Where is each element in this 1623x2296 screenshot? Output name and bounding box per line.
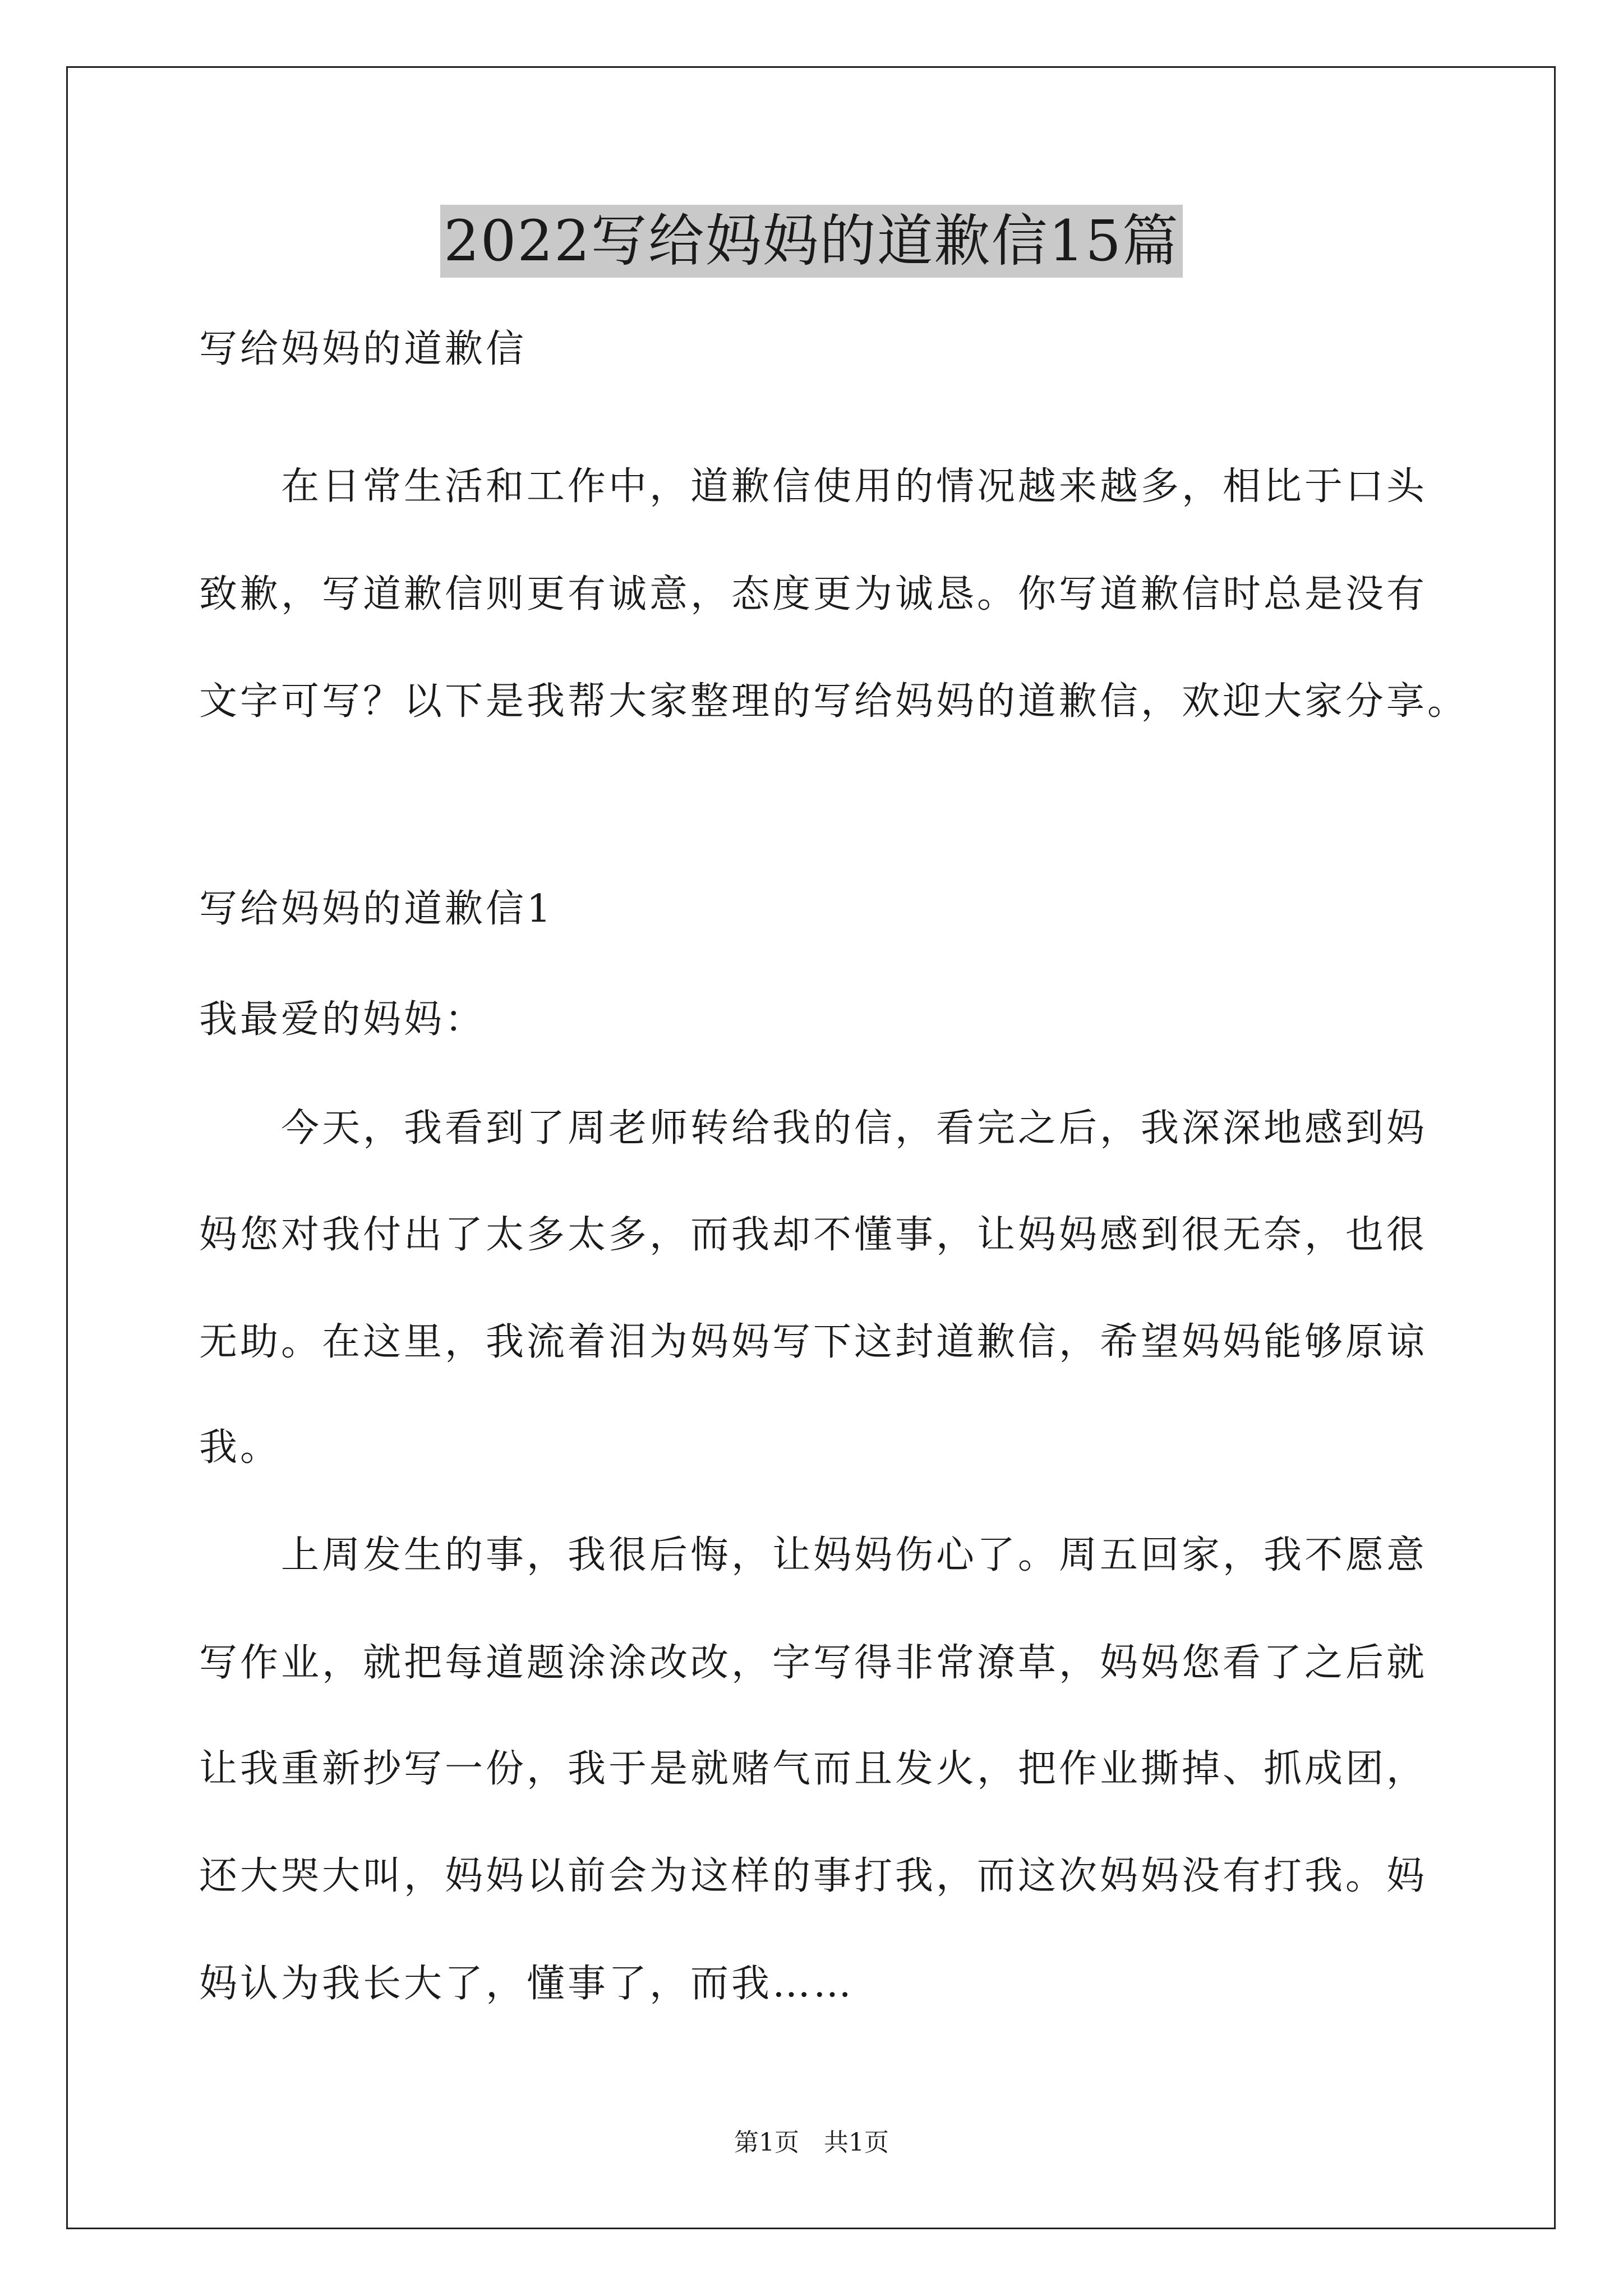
section-heading: 写给妈妈的道歉信 — [199, 327, 527, 371]
letter-line: 妈您对我付出了太多太多，而我却不懂事，让妈妈感到很无奈，也很 — [199, 1213, 1428, 1257]
page-total: 共1页 — [824, 2128, 889, 2157]
letter-line: 今天，我看到了周老师转给我的信，看完之后，我深深地感到妈 — [199, 1106, 1428, 1151]
letter-line: 上周发生的事，我很后悔，让妈妈伤心了。周五回家，我不愿意 — [199, 1533, 1428, 1577]
title-text: 2022写给妈妈的道歉信15篇 — [440, 205, 1183, 278]
letter-line: 妈认为我长大了，懂事了，而我…… — [199, 1962, 855, 2006]
intro-line-1: 在日常生活和工作中，道歉信使用的情况越来越多，相比于口头 — [199, 464, 1428, 509]
intro-line-3: 文字可写？以下是我帮大家整理的写给妈妈的道歉信，欢迎大家分享。 — [199, 679, 1469, 724]
document-title — [0, 205, 1623, 278]
letter-line: 无助。在这里，我流着泪为妈妈写下这封道歉信，希望妈妈能够原谅 — [199, 1320, 1428, 1364]
letter-heading: 写给妈妈的道歉信1 — [199, 887, 554, 931]
intro-line-2: 致歉，写道歉信则更有诚意，态度更为诚恳。你写道歉信时总是没有 — [199, 572, 1428, 616]
letter-line: 让我重新抄写一份，我于是就赌气而且发火，把作业撕掉、抓成团， — [199, 1747, 1428, 1791]
page-footer — [0, 2126, 1623, 2160]
letter-salutation: 我最爱的妈妈： — [199, 997, 486, 1042]
page-number: 第1页 — [734, 2128, 799, 2157]
letter-line: 还大哭大叫，妈妈以前会为这样的事打我，而这次妈妈没有打我。妈 — [199, 1854, 1428, 1898]
letter-line: 我。 — [199, 1425, 282, 1470]
letter-line: 写作业，就把每道题涂涂改改，字写得非常潦草，妈妈您看了之后就 — [199, 1641, 1428, 1685]
